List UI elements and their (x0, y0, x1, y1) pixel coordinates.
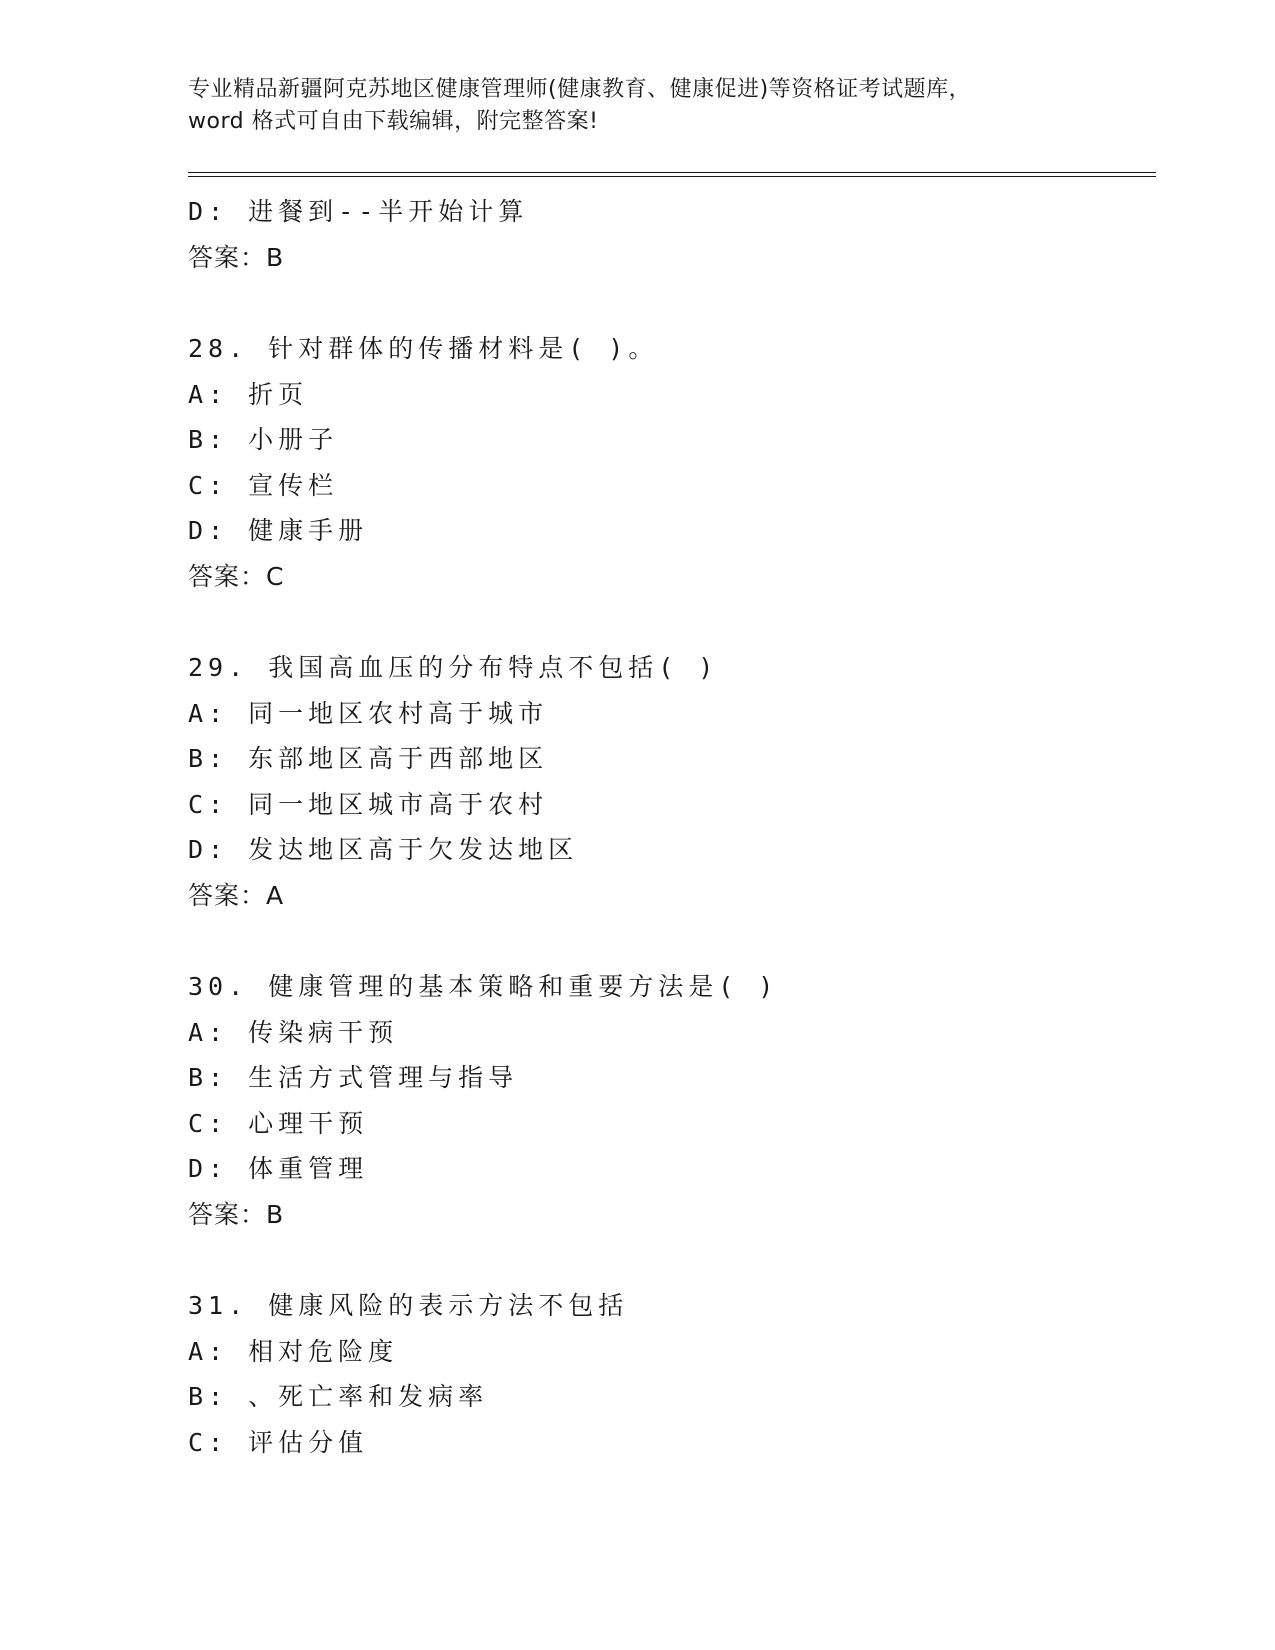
header-line-1: 专业精品新疆阿克苏地区健康管理师(健康教育、健康促进)等资格证考试题库， (188, 77, 972, 102)
option-d: D: 体重管理 (188, 1154, 369, 1183)
option-a: A: 相对危险度 (188, 1336, 399, 1366)
answer: 答案：C (188, 561, 285, 591)
header-line-2: word 格式可自由下载编辑，附完整答案! (188, 109, 599, 134)
question-list (188, 189, 1156, 1465)
spacer (188, 1237, 1156, 1283)
option-b: B: 、死亡率和发病率 (188, 1382, 489, 1411)
answer: 答案：B (188, 1199, 285, 1229)
option-c: C: 宣传栏 (188, 470, 339, 500)
question-text: 28. 针对群体的传播材料是( )。 (188, 334, 659, 363)
option-b: B: 生活方式管理与指导 (188, 1063, 519, 1092)
header-rule-bottom (188, 176, 1156, 177)
question-29 (188, 645, 1156, 918)
spacer (188, 918, 1156, 964)
question-text: 29. 我国高血压的分布特点不包括( ) (188, 653, 719, 682)
prev-answer: 答案：B (188, 242, 285, 272)
question-text: 30. 健康管理的基本策略和重要方法是( ) (188, 972, 779, 1001)
question-30 (188, 964, 1156, 1237)
prev-option-d: D: 进餐到--半开始计算 (188, 197, 529, 226)
option-b: B: 小册子 (188, 425, 339, 454)
header-rule-top (188, 172, 1156, 173)
option-a: A: 传染病干预 (188, 1017, 399, 1047)
question-31 (188, 1283, 1156, 1465)
question-28 (188, 326, 1156, 599)
question-text: 31. 健康风险的表示方法不包括 (188, 1291, 629, 1320)
spacer (188, 599, 1156, 645)
option-c: C: 心理干预 (188, 1108, 369, 1138)
option-d: D: 发达地区高于欠发达地区 (188, 835, 579, 864)
document-header (188, 74, 1138, 138)
option-c: C: 同一地区城市高于农村 (188, 789, 549, 819)
option-c: C: 评估分值 (188, 1427, 369, 1457)
answer: 答案：A (188, 880, 285, 910)
option-b: B: 东部地区高于西部地区 (188, 744, 549, 773)
option-a: A: 同一地区农村高于城市 (188, 698, 549, 728)
option-a: A: 折页 (188, 379, 309, 409)
spacer (188, 280, 1156, 326)
option-d: D: 健康手册 (188, 516, 369, 545)
